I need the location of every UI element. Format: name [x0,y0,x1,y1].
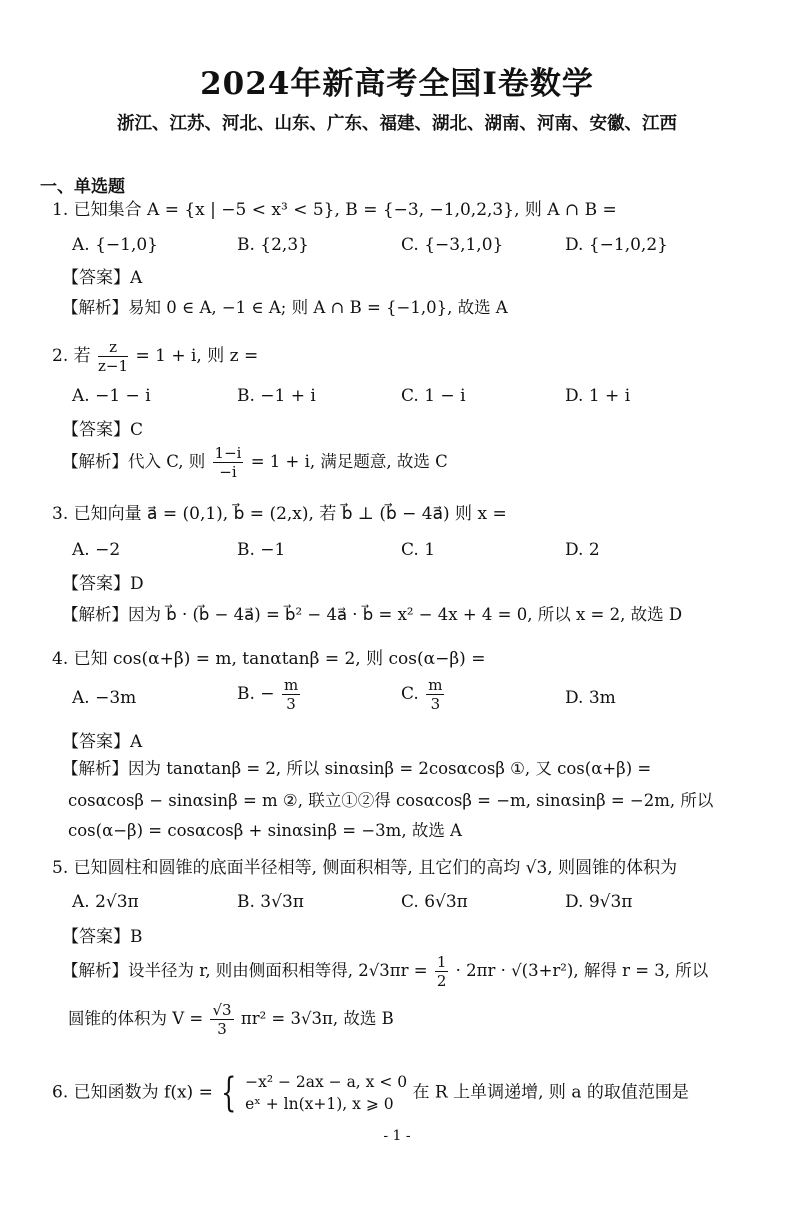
question-4-stem: 4. 已知 cos(α+β) = m, tanαtanβ = 2, 则 cos(α−β) = [52,649,486,669]
q4-option-b-label: B. − [237,684,275,704]
q4-option-c [401,676,446,713]
q5-volume-fraction [210,1001,233,1038]
q4-option-c-fraction [426,676,444,713]
q1-answer: 【答案】A [62,268,143,288]
q2-option-c: C. 1 − i [401,386,466,406]
q4-option-c-den: 3 [430,695,441,713]
q3-answer: 【答案】D [62,574,144,594]
q2-frac-den: z−1 [98,357,129,375]
q2-analysis-prefix: 【解析】代入 C, 则 [62,452,206,471]
q2-frac-num: z [98,338,128,357]
q5-answer: 【答案】B [62,927,143,947]
q5-option-c: C. 6√3π [401,892,468,912]
q2-fraction [98,338,128,375]
q6-brace: { [221,1070,237,1116]
q6-stem-suffix: 在 R 上单调递增, 则 a 的取值范围是 [412,1082,689,1103]
q6-case-2: eˣ + ln(x+1), x ⩾ 0 [245,1095,394,1113]
q5-analysis-1a: 【解析】设半径为 r, 则由侧面积相等得, 2√3πr = [62,961,428,980]
q5-volume-den: 3 [217,1020,227,1038]
page-number: - 1 - [383,1128,411,1144]
q4-analysis-line-3: cos(α−β) = cosαcosβ + sinαsinβ = −3m, 故选 A [68,821,462,840]
q2-analysis-suffix: = 1 + i, 满足题意, 故选 C [250,452,448,471]
q5-analysis-2b: πr² = 3√3π, 故选 B [240,1009,394,1028]
q4-option-a: A. −3m [72,688,137,708]
q1-option-b: B. {2,3} [237,235,309,255]
q5-analysis-2a: 圆锥的体积为 V = [68,1009,204,1028]
q4-answer: 【答案】A [62,732,143,752]
q5-option-d: D. 9√3π [565,892,633,912]
q5-half-den: 2 [436,972,447,990]
q1-option-a: A. {−1,0} [72,235,158,255]
q4-option-b-fraction [282,676,300,713]
page-title: 2024年新高考全国Ⅰ卷数学 [200,66,594,102]
q4-option-c-label: C. [401,684,419,704]
q2-analysis-num: 1−i [214,444,242,462]
q2-option-b: B. −1 + i [237,386,316,406]
q6-case-1: −x² − 2ax − a, x < 0 [245,1073,408,1091]
q2-analysis [62,444,448,481]
q5-option-b: B. 3√3π [237,892,304,912]
q4-option-d: D. 3m [565,688,616,708]
page-subtitle: 浙江、江苏、河北、山东、广东、福建、湖北、湖南、河南、安徽、江西 [117,114,677,134]
q6-piecewise [245,1071,407,1115]
q2-answer: 【答案】C [62,420,144,440]
q1-option-d: D. {−1,0,2} [565,235,668,255]
q5-analysis-line-2 [68,1001,394,1038]
q2-stem-suffix: = 1 + i, 则 z = [135,346,259,366]
question-1-stem: 1. 已知集合 A = {x | −5 < x³ < 5}, B = {−3, −1,0,2,3}, 则 A ∩ B = [52,200,617,220]
q3-analysis: 【解析】因为 b⃗ · (b⃗ − 4a⃗) = b⃗² − 4a⃗ · b⃗ = x² − 4x + 4 = 0, 所以 x = 2, 故选 D [62,605,683,624]
q3-option-a: A. −2 [72,540,121,560]
q3-option-d: D. 2 [565,540,600,560]
q2-stem-prefix: 2. 若 [52,346,91,366]
q5-option-a: A. 2√3π [72,892,139,912]
q3-option-b: B. −1 [237,540,286,560]
q2-analysis-fraction [213,444,244,481]
q2-option-a: A. −1 − i [72,386,151,406]
q1-analysis: 【解析】易知 0 ∈ A, −1 ∈ A; 则 A ∩ B = {−1,0}, 故选 A [62,298,508,317]
q5-analysis-line-1 [62,953,708,990]
q4-option-b [237,676,302,713]
q2-analysis-den: −i [219,463,237,481]
q2-option-d: D. 1 + i [565,386,631,406]
question-2-stem [52,338,258,375]
question-6-stem [52,1071,689,1115]
q4-option-b-den: 3 [286,695,296,713]
q5-volume-num: √3 [212,1001,232,1019]
q1-option-c: C. {−3,1,0} [401,235,504,255]
q4-analysis-line-2: cosαcosβ − sinαsinβ = m ②, 联立①②得 cosαcosβ = −m, sinαsinβ = −2m, 所以 [68,791,714,810]
q5-half-fraction [435,953,449,990]
q4-analysis-line-1: 【解析】因为 tanαtanβ = 2, 所以 sinαsinβ = 2cosαcosβ ①, 又 cos(α+β) = [62,759,652,778]
question-3-stem: 3. 已知向量 a⃗ = (0,1), b⃗ = (2,x), 若 b⃗ ⊥ (b⃗ − 4a⃗) 则 x = [52,504,507,524]
section-heading: 一、单选题 [40,177,125,197]
q4-option-b-num: m [283,676,299,694]
q4-option-c-num: m [428,676,443,694]
q6-stem-prefix: 6. 已知函数为 f(x) = [52,1082,213,1103]
question-5-stem: 5. 已知圆柱和圆锥的底面半径相等, 侧面积相等, 且它们的高均 √3, 则圆锥的体积为 [52,858,678,878]
q5-analysis-1b: · 2πr · √(3+r²), 解得 r = 3, 所以 [455,961,709,980]
q3-option-c: C. 1 [401,540,436,560]
q5-half-num: 1 [436,953,447,971]
